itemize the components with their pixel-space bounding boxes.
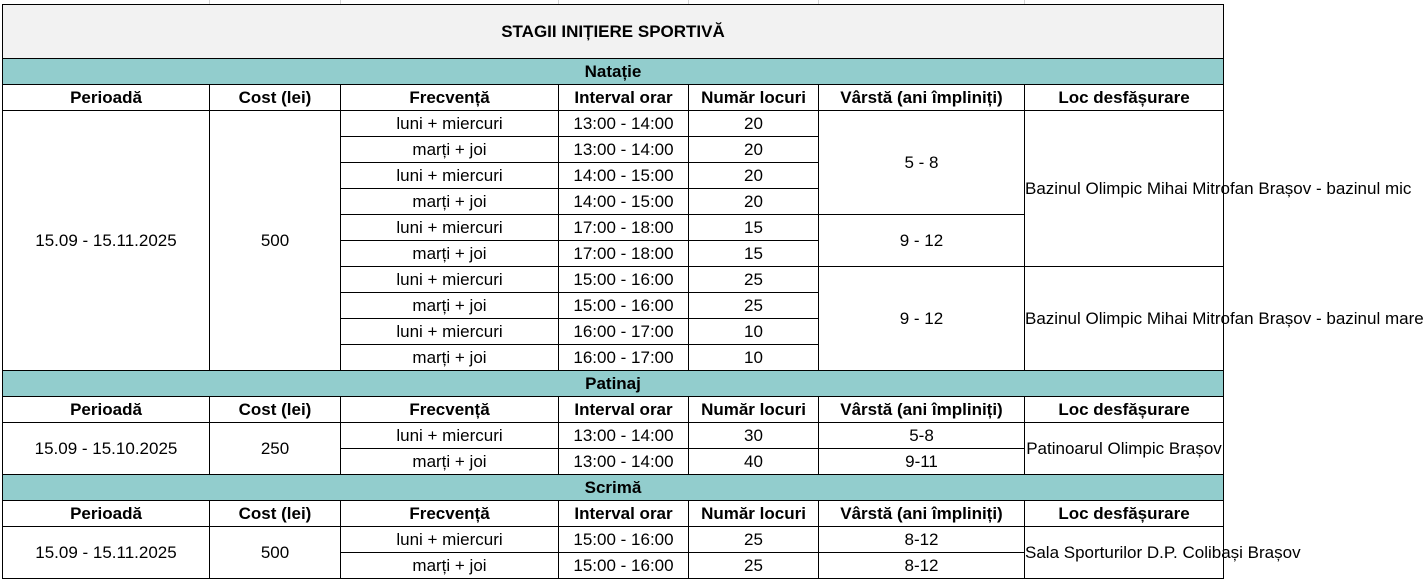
frecventa-cell: marți + joi xyxy=(341,241,559,267)
header-varsta: Vârstă (ani împliniți) xyxy=(819,397,1025,423)
perioada-cell: 15.09 - 15.11.2025 xyxy=(3,111,210,371)
frecventa-cell: luni + miercuri xyxy=(341,111,559,137)
perioada-cell: 15.09 - 15.11.2025 xyxy=(3,527,210,579)
header-cost: Cost (lei) xyxy=(210,85,341,111)
locuri-cell: 25 xyxy=(689,267,819,293)
table-row xyxy=(3,527,1224,553)
header-frecventa: Frecvență xyxy=(341,397,559,423)
locuri-cell: 25 xyxy=(689,293,819,319)
header-interval: Interval orar xyxy=(559,501,689,527)
locuri-cell: 15 xyxy=(689,215,819,241)
loc-cell: Sala Sporturilor D.P. Colibași Brașov xyxy=(1025,527,1224,579)
loc-cell: Bazinul Olimpic Mihai Mitrofan Brașov - bazinul mare xyxy=(1025,267,1224,371)
header-locuri: Număr locuri xyxy=(689,397,819,423)
interval-cell: 14:00 - 15:00 xyxy=(559,163,689,189)
frecventa-cell: marți + joi xyxy=(341,189,559,215)
varsta-cell: 9-11 xyxy=(819,449,1025,475)
loc-cell: Bazinul Olimpic Mihai Mitrofan Brașov - bazinul mic xyxy=(1025,111,1224,267)
locuri-cell: 20 xyxy=(689,111,819,137)
perioada-cell: 15.09 - 15.10.2025 xyxy=(3,423,210,475)
locuri-cell: 25 xyxy=(689,553,819,579)
locuri-cell: 20 xyxy=(689,189,819,215)
locuri-cell: 10 xyxy=(689,345,819,371)
interval-cell: 13:00 - 14:00 xyxy=(559,111,689,137)
section-title-scrima: Scrimă xyxy=(3,475,1224,501)
header-interval: Interval orar xyxy=(559,397,689,423)
cost-cell: 500 xyxy=(210,111,341,371)
table-row xyxy=(3,111,1224,137)
frecventa-cell: marți + joi xyxy=(341,345,559,371)
header-cost: Cost (lei) xyxy=(210,397,341,423)
header-interval: Interval orar xyxy=(559,85,689,111)
header-varsta: Vârstă (ani împliniți) xyxy=(819,85,1025,111)
varsta-cell: 9 - 12 xyxy=(819,215,1025,267)
loc-cell: Patinoarul Olimpic Brașov xyxy=(1025,423,1224,475)
frecventa-cell: luni + miercuri xyxy=(341,163,559,189)
header-frecventa: Frecvență xyxy=(341,501,559,527)
varsta-cell: 5 - 8 xyxy=(819,111,1025,215)
schedule-table xyxy=(2,4,1424,579)
interval-cell: 15:00 - 16:00 xyxy=(559,527,689,553)
header-varsta: Vârstă (ani împliniți) xyxy=(819,501,1025,527)
locuri-cell: 10 xyxy=(689,319,819,345)
varsta-cell: 8-12 xyxy=(819,527,1025,553)
header-loc: Loc desfășurare xyxy=(1025,397,1224,423)
interval-cell: 17:00 - 18:00 xyxy=(559,241,689,267)
frecventa-cell: luni + miercuri xyxy=(341,215,559,241)
locuri-cell: 25 xyxy=(689,527,819,553)
header-locuri: Număr locuri xyxy=(689,501,819,527)
locuri-cell: 15 xyxy=(689,241,819,267)
header-loc: Loc desfășurare xyxy=(1025,85,1224,111)
frecventa-cell: marți + joi xyxy=(341,137,559,163)
frecventa-cell: marți + joi xyxy=(341,293,559,319)
header-cost: Cost (lei) xyxy=(210,501,341,527)
frecventa-cell: marți + joi xyxy=(341,449,559,475)
header-perioada: Perioadă xyxy=(3,501,210,527)
interval-cell: 16:00 - 17:00 xyxy=(559,319,689,345)
interval-cell: 13:00 - 14:00 xyxy=(559,449,689,475)
header-locuri: Număr locuri xyxy=(689,85,819,111)
locuri-cell: 30 xyxy=(689,423,819,449)
interval-cell: 13:00 - 14:00 xyxy=(559,423,689,449)
locuri-cell: 40 xyxy=(689,449,819,475)
frecventa-cell: luni + miercuri xyxy=(341,423,559,449)
header-frecventa: Frecvență xyxy=(341,85,559,111)
interval-cell: 15:00 - 16:00 xyxy=(559,293,689,319)
varsta-cell: 8-12 xyxy=(819,553,1025,579)
frecventa-cell: luni + miercuri xyxy=(341,319,559,345)
interval-cell: 16:00 - 17:00 xyxy=(559,345,689,371)
frecventa-cell: luni + miercuri xyxy=(341,267,559,293)
table-row xyxy=(3,423,1224,449)
section-title-natatie: Natație xyxy=(3,59,1224,85)
header-perioada: Perioadă xyxy=(3,85,210,111)
frecventa-cell: marți + joi xyxy=(341,553,559,579)
interval-cell: 13:00 - 14:00 xyxy=(559,137,689,163)
locuri-cell: 20 xyxy=(689,137,819,163)
varsta-cell: 9 - 12 xyxy=(819,267,1025,371)
locuri-cell: 20 xyxy=(689,163,819,189)
interval-cell: 17:00 - 18:00 xyxy=(559,215,689,241)
frecventa-cell: luni + miercuri xyxy=(341,527,559,553)
header-perioada: Perioadă xyxy=(3,397,210,423)
cost-cell: 250 xyxy=(210,423,341,475)
interval-cell: 15:00 - 16:00 xyxy=(559,267,689,293)
sheet-title: STAGII INIȚIERE SPORTIVĂ xyxy=(3,5,1224,59)
interval-cell: 14:00 - 15:00 xyxy=(559,189,689,215)
header-loc: Loc desfășurare xyxy=(1025,501,1224,527)
cost-cell: 500 xyxy=(210,527,341,579)
varsta-cell: 5-8 xyxy=(819,423,1025,449)
section-title-patinaj: Patinaj xyxy=(3,371,1224,397)
interval-cell: 15:00 - 16:00 xyxy=(559,553,689,579)
